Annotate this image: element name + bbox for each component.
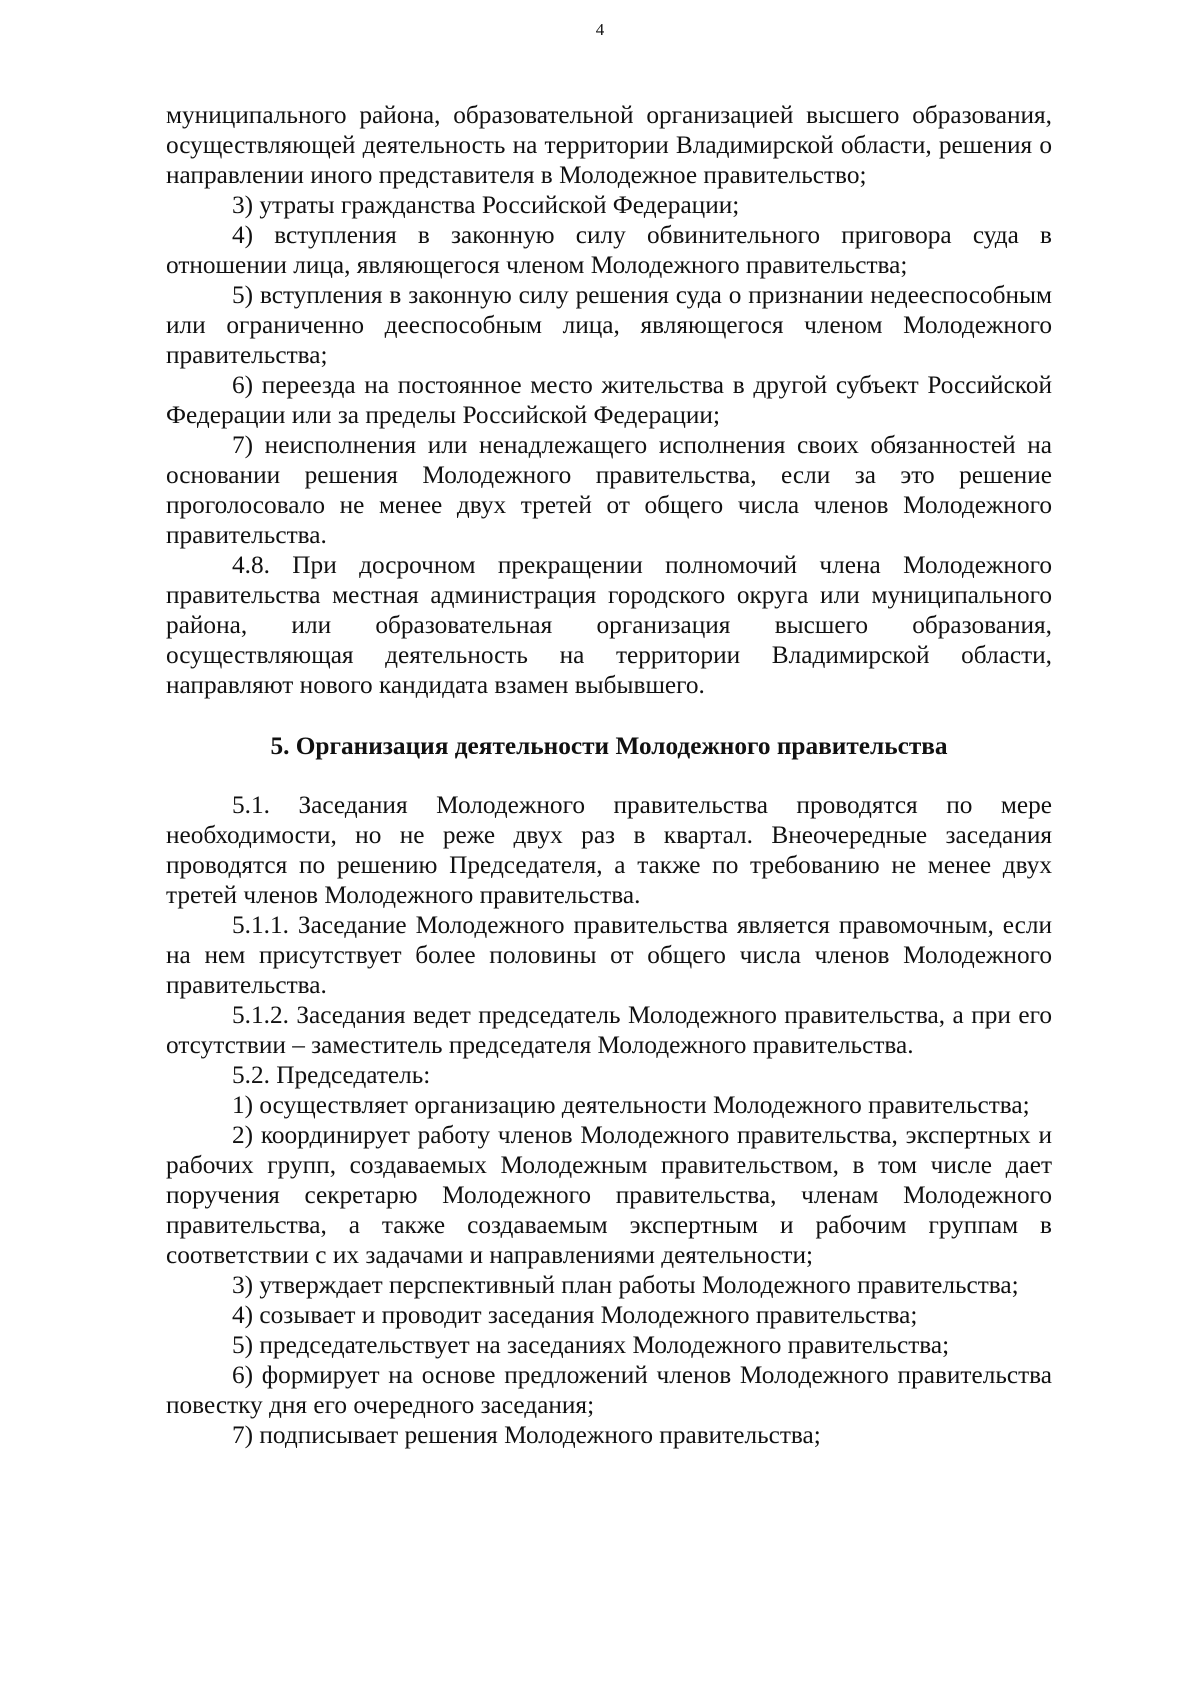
clause-5-1: 5.1. Заседания Молодежного правительства проводятся по мере необходимости, но не реже двух раз в квартал. Внеочередные заседания проводятся по решению Председателя, а также по требованию не менее двух третей членов Молодежного правительства.: [166, 791, 1052, 909]
clause-4-8: 4.8. При досрочном прекращении полномочий члена Молодежного правительства местная администрация городского округа или муниципального района, или образовательная организация высшего образования, осуществляющая деятельность на территории Владимирской области, направляют нового кандидата взамен выбывшего.: [166, 551, 1052, 699]
clause-5-1-2: 5.1.2. Заседания ведет председатель Молодежного правительства, а при его отсутствии – заместитель председателя Молодежного правительства.: [166, 1001, 1052, 1059]
chairman-item-3: 3) утверждает перспективный план работы Молодежного правительства;: [232, 1271, 1019, 1299]
list-item-4-7-7: 7) неисполнения или ненадлежащего исполнения своих обязанностей на основании решения Молодежного правительства, если за это решение проголосовало не менее двух третей от общего числа членов Молодежного правительства.: [166, 431, 1052, 549]
page-number: 4: [595, 20, 605, 39]
chairman-item-2: 2) координирует работу членов Молодежного правительства, экспертных и рабочих групп, создаваемых Молодежным правительством, в том числе дает поручения секретарю Молодежного правительства, членам Молодежного правительства, а также создаваемым экспертным и рабочим группам в соответствии с их задачами и направлениями деятельности;: [166, 1121, 1052, 1269]
list-item-4-7-5: 5) вступления в законную силу решения суда о признании недееспособным или ограниченно дееспособным лица, являющегося членом Молодежного правительства;: [166, 281, 1052, 369]
clause-5-1-1: 5.1.1. Заседание Молодежного правительства является правомочным, если на нем присутствует более половины от общего числа членов Молодежного правительства.: [166, 911, 1052, 999]
section-5-heading: 5. Организация деятельности Молодежного правительства: [270, 732, 948, 760]
chairman-item-6: 6) формирует на основе предложений членов Молодежного правительства повестку дня его очередного заседания;: [166, 1361, 1052, 1419]
chairman-item-4: 4) созывает и проводит заседания Молодежного правительства;: [232, 1301, 918, 1329]
list-item-4-7-6: 6) переезда на постоянное место жительства в другой субъект Российской Федерации или за пределы Российской Федерации;: [166, 371, 1052, 429]
chairman-item-5: 5) председательствует на заседаниях Молодежного правительства;: [232, 1331, 950, 1359]
list-item-4-7-3: 3) утраты гражданства Российской Федерации;: [232, 191, 740, 219]
chairman-item-1: 1) осуществляет организацию деятельности Молодежного правительства;: [232, 1091, 1030, 1119]
document-body: [166, 100, 1052, 1450]
chairman-item-7: 7) подписывает решения Молодежного правительства;: [232, 1421, 821, 1449]
list-item-4-7-4: 4) вступления в законную силу обвинительного приговора суда в отношении лица, являющегося членом Молодежного правительства;: [166, 221, 1052, 279]
clause-5-2: 5.2. Председатель:: [232, 1061, 431, 1089]
paragraph-continuation: муниципального района, образовательной организацией высшего образования, осуществляющей деятельность на территории Владимирской области, решения о направлении иного представителя в Молодежное правительство;: [166, 101, 1052, 189]
